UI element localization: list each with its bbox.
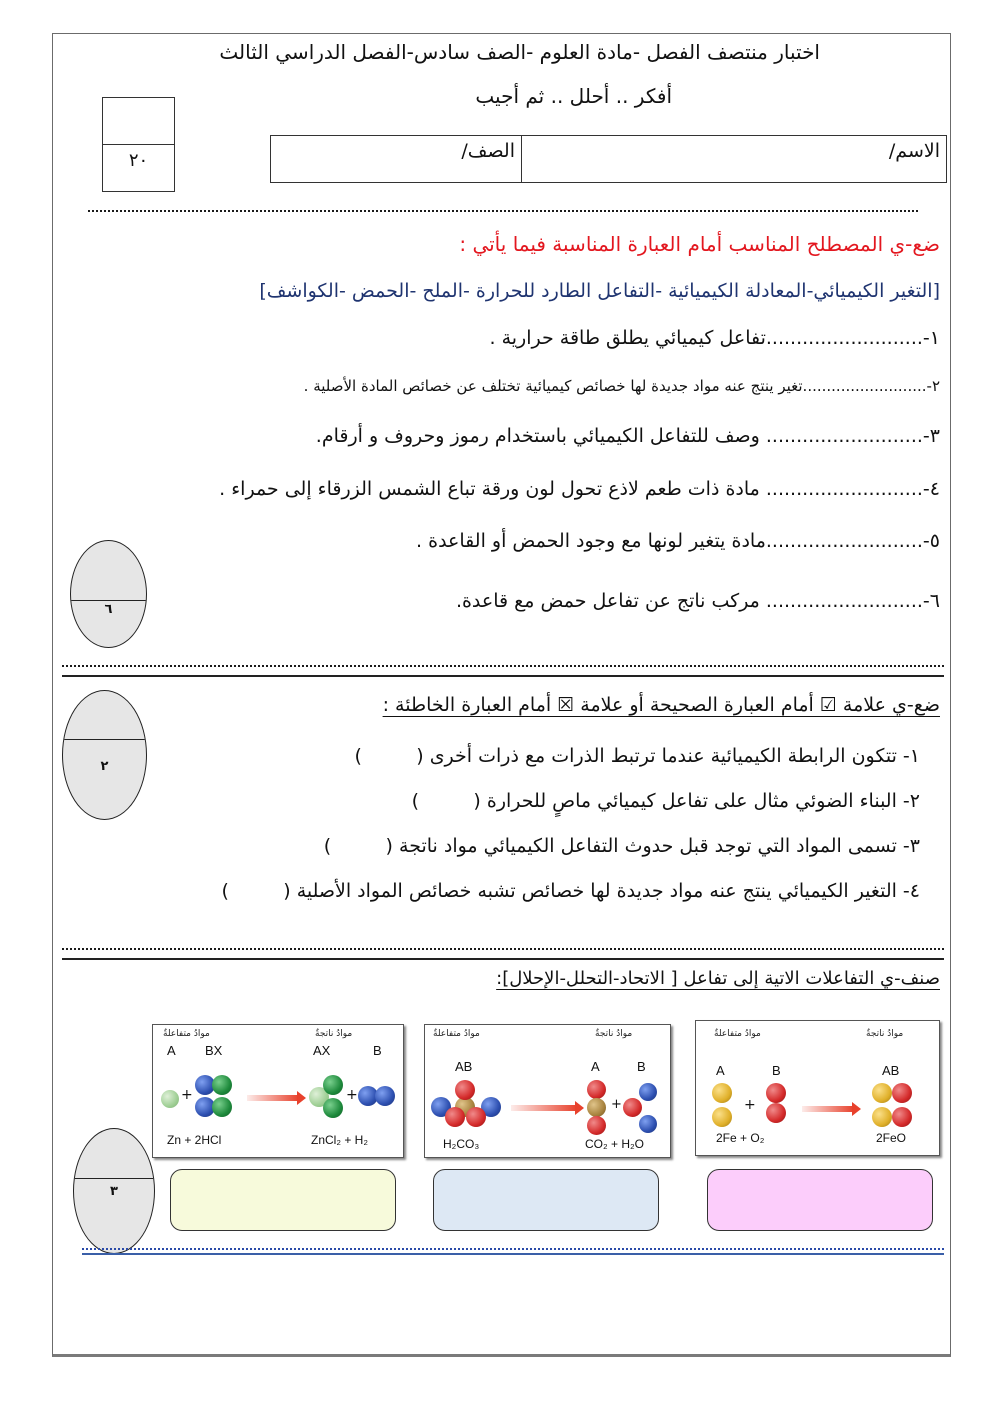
product-equation: CO₂ + H₂O (585, 1137, 644, 1151)
exam-title: اختبار منتصف الفصل -مادة العلوم -الصف سادس-الفصل الدراسي الثالث (219, 40, 820, 64)
products-label: موادُ ناتجةٌ (866, 1029, 904, 1039)
section2-instruction: ضع-ي علامة ☑ أمام العبارة الصحيحة أو علامة ☒ أمام العبارة الخاطئة : (382, 694, 940, 716)
atom-oxygen (445, 1107, 465, 1127)
answer-parentheses[interactable]: ( ) (221, 880, 291, 902)
section2-item-2 (412, 790, 920, 812)
total-score-box (102, 97, 175, 192)
reaction-3-answer-box[interactable] (707, 1169, 933, 1231)
products-label: موادُ ناتجةٌ (315, 1029, 353, 1039)
section1-rule (62, 675, 944, 677)
reaction-card-3 (695, 1020, 940, 1156)
product-equation: ZnCl₂ + H₂ (311, 1133, 368, 1147)
reactant-symbol: A (167, 1043, 176, 1058)
reactant-equation: Zn + 2HCl (167, 1133, 222, 1147)
reactant-symbol: BX (205, 1043, 223, 1058)
reaction-1-answer-box[interactable] (170, 1169, 396, 1231)
atom-b (375, 1086, 395, 1106)
reaction-2-answer-box[interactable] (433, 1169, 659, 1231)
reactants-label: موادُ متفاعلةٌ (433, 1029, 480, 1039)
oval-divider (74, 1178, 154, 1179)
section3-dotted-divider (82, 1248, 944, 1250)
section2-item-4 (221, 880, 920, 902)
atom-carbon (587, 1098, 606, 1117)
section1-item-2: ٢-..........................تغير ينتج عنه مواد جديدة لها خصائص كيميائية تختلف عن خصائص المادة الأصلية . (303, 377, 940, 395)
statement-text: ٢- البناء الضوئي مثال على تفاعل كيميائي ماصٍ للحرارة (486, 790, 920, 812)
section1-item-1: ١-..........................تفاعل كيميائي يطلق طاقة حرارية . (489, 327, 940, 349)
section1-instruction: ضع-ي المصطلح المناسب أمام العبارة المناسبة فيما يأتي : (459, 232, 940, 256)
score-divider (103, 144, 174, 145)
atom-hydrogen (639, 1115, 657, 1133)
section3-rule (82, 1253, 944, 1255)
statement-text: ١- تتكون الرابطة الكيميائية عندما ترتبط الذرات مع ذرات أخرى (429, 745, 920, 767)
atom-oxygen (892, 1083, 912, 1103)
section1-score: ٦ (104, 602, 113, 617)
section1-item-4: ٤-.......................... مادة ذات طعم لاذع تحول لون ورقة تباع الشمس الزرقاء إلى حمراء . (219, 478, 940, 500)
plus-sign: + (744, 1097, 756, 1113)
answer-parentheses[interactable]: ( ) (354, 745, 424, 767)
oval-divider (71, 600, 146, 601)
atom-oxygen (766, 1103, 786, 1123)
section2-item-1 (354, 745, 920, 767)
plus-sign: + (346, 1087, 358, 1103)
atom-hydrogen (639, 1083, 657, 1101)
product-symbol: AB (882, 1063, 900, 1078)
section2-score: ٢ (100, 759, 109, 774)
class-label: الصف/ (461, 140, 515, 162)
section1-word-bank: [التغير الكيميائي-المعادلة الكيميائية -التفاعل الطارد للحرارة -الملح -الحمض -الكواشف] (259, 280, 940, 302)
section2-score-oval (62, 690, 147, 820)
section1-item-5: ٥-..........................مادة يتغير لونها مع وجود الحمض أو القاعدة . (416, 530, 940, 552)
section1-item-3: ٣-.......................... وصف للتفاعل الكيميائي باستخدام رموز وحروف و أرقام. (315, 425, 940, 447)
section1-item-6: ٦-.......................... مركب ناتج عن تفاعل حمض مع قاعدة. (455, 590, 940, 612)
atom-oxygen (587, 1080, 606, 1099)
name-label: الاسم/ (888, 140, 940, 162)
atom-iron (712, 1107, 732, 1127)
student-name-field[interactable] (521, 136, 946, 182)
section1-dotted-divider (62, 665, 944, 667)
reaction-arrowhead-icon (297, 1091, 306, 1105)
section3-instruction: صنف-ي التفاعلات الاتية إلى تفاعل [ الاتحاد-التحلل-الإحلال]: (496, 968, 940, 989)
reactant-symbol: A (716, 1063, 725, 1078)
plus-sign: + (611, 1097, 622, 1112)
product-symbol: B (637, 1059, 646, 1074)
reactant-symbol: B (772, 1063, 781, 1078)
statement-text: ٤- التغير الكيميائي ينتج عنه مواد جديدة لها خصائص تشبه خصائص المواد الأصلية (296, 880, 920, 902)
atom-iron (872, 1083, 892, 1103)
statement-text: ٣- تسمى المواد التي توجد قبل حدوث التفاعل الكيميائي مواد ناتجة (399, 835, 920, 857)
atom-x (212, 1075, 232, 1095)
products-label: موادُ ناتجةٌ (595, 1029, 633, 1039)
exam-motto: أفكر .. أحلل .. ثم أجيب (475, 84, 672, 108)
atom-iron (872, 1107, 892, 1127)
answer-parentheses[interactable]: ( ) (411, 790, 481, 812)
reaction-arrow-icon (511, 1105, 577, 1111)
atom-oxygen (766, 1083, 786, 1103)
reactant-equation: 2Fe + O₂ (716, 1131, 765, 1145)
atom-iron (712, 1083, 732, 1103)
plus-sign: + (181, 1087, 193, 1103)
reaction-arrowhead-icon (575, 1101, 584, 1115)
section2-rule (62, 958, 944, 960)
reaction-card-1 (152, 1024, 404, 1158)
atom-oxygen (587, 1116, 606, 1135)
atom-a (161, 1090, 179, 1108)
reaction-arrow-icon (802, 1106, 854, 1112)
atom-oxygen (892, 1107, 912, 1127)
atom-oxygen (466, 1107, 486, 1127)
atom-x (323, 1075, 343, 1095)
section3-score-oval (73, 1128, 155, 1254)
reactants-label: موادُ متفاعلةٌ (163, 1029, 210, 1039)
product-symbol: B (373, 1043, 382, 1058)
atom-x (212, 1097, 232, 1117)
atom-oxygen (455, 1080, 475, 1100)
oval-divider (63, 739, 146, 740)
reaction-arrow-icon (247, 1095, 299, 1101)
section3-score: ٣ (110, 1184, 118, 1199)
student-class-field[interactable] (271, 136, 521, 182)
product-symbol: AX (313, 1043, 331, 1058)
reactants-label: موادُ متفاعلةٌ (714, 1029, 761, 1039)
product-symbol: A (591, 1059, 600, 1074)
total-score: ٢٠ (128, 150, 149, 171)
answer-parentheses[interactable]: ( ) (323, 835, 393, 857)
product-equation: 2FeO (876, 1131, 907, 1145)
student-info-table (270, 135, 947, 183)
section2-dotted-divider (62, 948, 944, 950)
section2-item-3 (324, 835, 920, 857)
header-dotted-divider (88, 210, 918, 212)
reactant-equation: H₂CO₃ (443, 1137, 480, 1151)
section1-score-oval (70, 540, 147, 648)
reaction-card-2 (424, 1024, 671, 1158)
reactant-symbol: AB (455, 1059, 473, 1074)
atom-oxygen (623, 1098, 642, 1117)
atom-x (323, 1098, 343, 1118)
reaction-arrowhead-icon (852, 1102, 861, 1116)
